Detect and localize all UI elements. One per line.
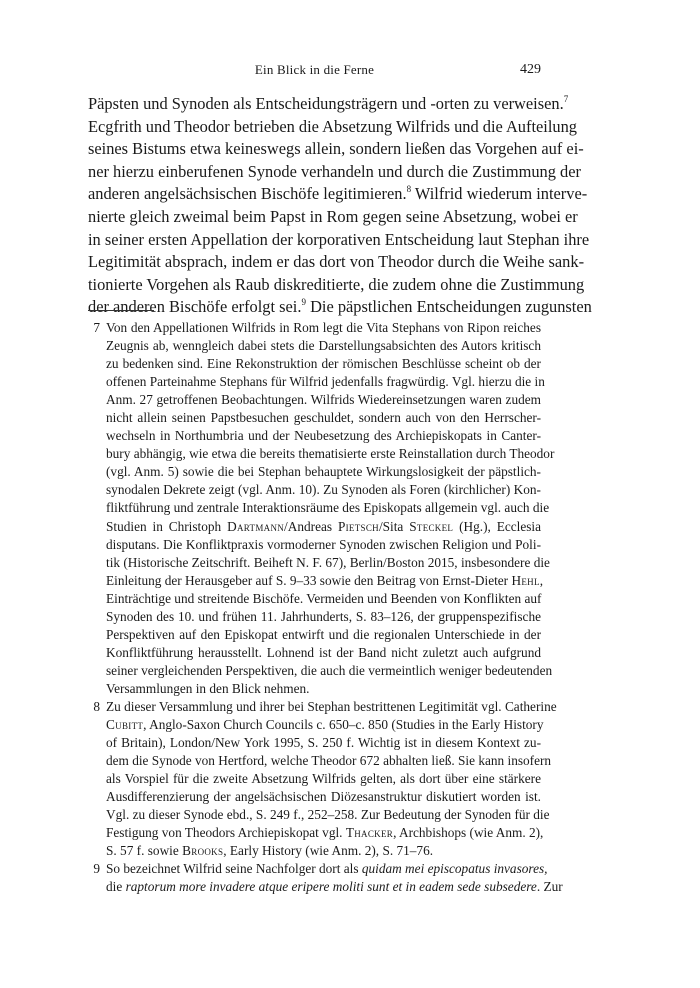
running-title: Ein Blick in die Ferne: [254, 62, 375, 77]
running-header: [88, 62, 541, 82]
text-line: der anderen Bischöfe erfolgt sei.$^9$ Die päpstlichen Entscheidungen zugunsten: [88, 297, 592, 317]
author-name: Brooks: [182, 843, 224, 859]
footnote-line: Ausdifferenzierung der angelsächsischen Diözesanstruktur diskutiert worden ist.: [106, 789, 541, 805]
footnote-7: [88, 319, 555, 698]
footnote-8: [88, 698, 557, 860]
footnote-separator: [88, 310, 154, 311]
footnote-line: seiner vergleichenden Perspektiven, die auch die vermeintlich weniger bedeutenden: [106, 662, 553, 678]
footnote-number: 9: [93, 861, 100, 877]
footnote-line: Synoden des 10. und frühen 11. Jahrhunderts, S. 83–126, der gruppenspezifische: [106, 608, 541, 624]
latin-quote: raptorum more invadere atque eripere moliti sunt et in eadem sede subsedere: [125, 879, 537, 895]
footnote-line: Festigung von Theodors Archiepiskopat vgl. Thacker, Archbishops (wie Anm. 2),: [106, 825, 544, 841]
author-name: Dartmann: [227, 518, 285, 534]
footnote-line: Versammlungen in den Blick nehmen.: [106, 680, 310, 696]
footnote-ref: 7: [563, 94, 569, 104]
author-name: Hehl: [511, 572, 540, 588]
footnote-line: Studien in Christoph Dartmann/Andreas Pietsch/Sita Steckel (Hg.), Ecclesia: [106, 518, 542, 534]
footnote-line: dem die Synode von Hertford, welche Theodor 672 abhalten ließ. Sie kann insofern: [106, 753, 552, 769]
text-line: anderen angelsächsischen Bischöfe legitimieren.$^8$ Wilfrid wiederum interve-: [88, 184, 588, 204]
footnote-line: Zeugnis ab, wenngleich dabei stets die Darstellungsabsichten des Autors kritisch: [106, 338, 541, 354]
text-line: Päpsten und Synoden als Entscheidungsträgern und -orten zu verweisen.$^7$: [88, 94, 569, 113]
footnote-line: offenen Parteinahme Stephans für Wilfrid jedenfalls fragwürdig. Vgl. hierzu die in: [106, 374, 545, 390]
footnote-line: die raptorum more invadere atque eripere moliti sunt et in eadem sede subsedere. Zur: [106, 879, 563, 895]
footnote-line: Konfliktführung herausstellt. Lohnend ist der Band nicht zuletzt auch aufgrund: [106, 644, 541, 660]
footnote-line: Einträchtige und streitende Bischöfe. Vermeiden und Beenden von Konflikten auf: [106, 590, 542, 606]
author-name: Pietsch: [337, 518, 379, 534]
footnote-line: Perspektiven auf den Episkopat entwirft und die regionalen Unterschiede in der: [106, 626, 541, 642]
footnote-line: Zu dieser Versammlung und ihrer bei Stephan bestrittenen Legitimität vgl. Catherine: [106, 698, 557, 714]
text-line: ner hierzu einberufenen Synode verhandeln und durch die Zustimmung der: [88, 161, 581, 181]
footnote-line: Cubitt, Anglo-Saxon Church Councils c. 650–c. 850 (Studies in the Early History: [106, 717, 544, 733]
main-text: [88, 93, 592, 319]
author-name: Steckel: [409, 518, 454, 534]
text-line: seines Bistums etwa keineswegs allein, sondern ließen das Vorgehen auf ei-: [88, 139, 584, 159]
page-number: 429: [520, 62, 541, 77]
footnote-line: Einleitung der Herausgeber auf S. 9–33 sowie den Beitrag von Ernst-Dieter Hehl,: [106, 572, 544, 588]
footnotes: [88, 319, 563, 897]
footnote-line: Von den Appellationen Wilfrids in Rom legt die Vita Stephans von Ripon reiches: [106, 320, 541, 335]
footnote-line: als Vorspiel für die zweite Absetzung Wilfrids gelten, als dort über eine stärkere: [106, 771, 541, 787]
footnote-line: tik (Historische Zeitschrift. Beiheft N. F. 67), Berlin/Boston 2015, insbesondere die: [106, 554, 550, 570]
footnote-line: wechseln in Northumbria und der Neubesetzung des Archiepiskopats in Canter-: [106, 428, 541, 444]
footnote-number: 7: [93, 320, 100, 335]
footnote-ref: 9: [301, 297, 306, 308]
footnote-line: Anm. 27 getroffenen Beobachtungen. Wilfrids Wiedereinsetzungen waren zudem: [106, 392, 541, 408]
text-line: in seiner ersten Appellation der korporativen Entscheidung laut Stephan ihre: [88, 229, 590, 249]
text-line: Legitimität absprach, indem er das dort von Theodor durch die Weihe sank-: [88, 252, 585, 272]
footnote-9: [88, 860, 563, 896]
author-name: Thacker: [345, 825, 394, 841]
footnote-line: nicht allein seinen Papstbesuchen geschuldet, sondern auch von den Herrscher-: [106, 410, 541, 426]
footnote-line: Vgl. zu dieser Synode ebd., S. 249 f., 252–258. Zur Bedeutung der Synoden für die: [106, 807, 550, 823]
footnote-line: So bezeichnet Wilfrid seine Nachfolger dort als quidam mei episcopatus invasores,: [106, 861, 548, 877]
latin-quote: quidam mei episcopatus invasores,: [361, 861, 548, 877]
footnote-line: fliktführung und zentrale Interaktionsräume des Episkopats allgemein vgl. auch die: [106, 500, 550, 516]
footnote-line: disputans. Die Konfliktpraxis vormoderner Synoden zwischen Religion und Poli-: [106, 536, 541, 552]
author-name: Cubitt: [106, 717, 144, 733]
footnote-number: 8: [93, 698, 100, 714]
footnote-line: synodalen Dekrete zeigt (vgl. Anm. 10). Zu Synoden als Foren (kirchlicher) Kon-: [106, 482, 541, 498]
footnote-ref: 8: [406, 184, 412, 195]
footnote-line: (vgl. Anm. 5) sowie die bei Stephan behauptete Wirkungslosigkeit der päpstlich-: [106, 464, 541, 480]
footnote-line: S. 57 f. sowie Brooks, Early History (wie Anm. 2), S. 71–76.: [106, 843, 434, 859]
footnote-line: of Britain), London/New York 1995, S. 250 f. Wichtig ist in diesem Kontext zu-: [106, 735, 541, 751]
text-line: Ecgfrith und Theodor betrieben die Absetzung Wilfrids und die Aufteilung: [88, 116, 577, 136]
footnote-line: bury abhängig, wie etwa die bereits thematisierte erste Reinstallation durch Theodor: [106, 446, 555, 462]
text-line: nierte gleich zweimal beim Papst in Rom gegen seine Absetzung, wobei er: [88, 206, 578, 226]
footnote-line: zu bedenken sind. Eine Rekonstruktion der römischen Beschlüsse scheint ob der: [106, 356, 541, 372]
text-line: tionierte Vorgehen als Raub diskreditierte, die zudem ohne die Zustimmung: [88, 274, 585, 294]
